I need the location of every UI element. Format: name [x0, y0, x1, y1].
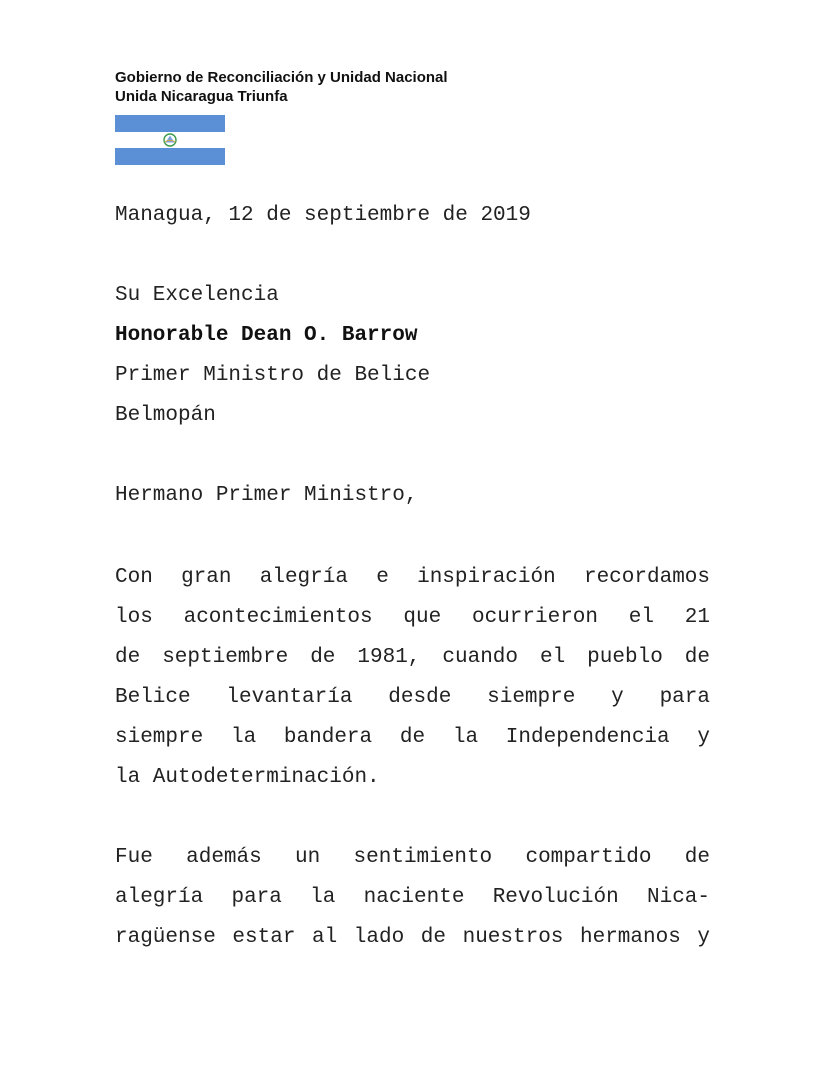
- letterhead-slogan: Unida Nicaragua Triunfa: [115, 88, 288, 105]
- letterhead-government-name: Gobierno de Reconciliación y Unidad Nacional: [115, 69, 448, 86]
- paragraph-1: [115, 558, 710, 798]
- paragraph-line: Con gran alegría e inspiración recordamos: [115, 566, 710, 589]
- recipient-name: Honorable Dean O. Barrow: [115, 324, 418, 347]
- paragraph-2: [115, 838, 710, 958]
- recipient-salutation: Su Excelencia: [115, 284, 279, 307]
- paragraph-line: Belice levantaría desde siempre y para: [115, 686, 710, 709]
- recipient-title: Primer Ministro de Belice: [115, 364, 431, 387]
- paragraph-line: Fue además un sentimiento compartido de: [115, 846, 710, 869]
- paragraph-line: de septiembre de 1981, cuando el pueblo de: [115, 646, 710, 669]
- paragraph-line: los acontecimientos que ocurrieron el 21: [115, 606, 710, 629]
- greeting: Hermano Primer Ministro,: [115, 484, 418, 507]
- recipient-city: Belmopán: [115, 404, 216, 427]
- paragraph-line: alegría para la naciente Revolución Nica-: [115, 886, 710, 909]
- nicaragua-flag-icon: [115, 115, 225, 165]
- paragraph-line: ragüense estar al lado de nuestros hermanos y: [115, 926, 710, 949]
- date-line: Managua, 12 de septiembre de 2019: [115, 204, 531, 227]
- paragraph-line: la Autodeterminación.: [115, 766, 380, 789]
- paragraph-line: siempre la bandera de la Independencia y: [115, 726, 710, 749]
- letterhead: [115, 68, 448, 106]
